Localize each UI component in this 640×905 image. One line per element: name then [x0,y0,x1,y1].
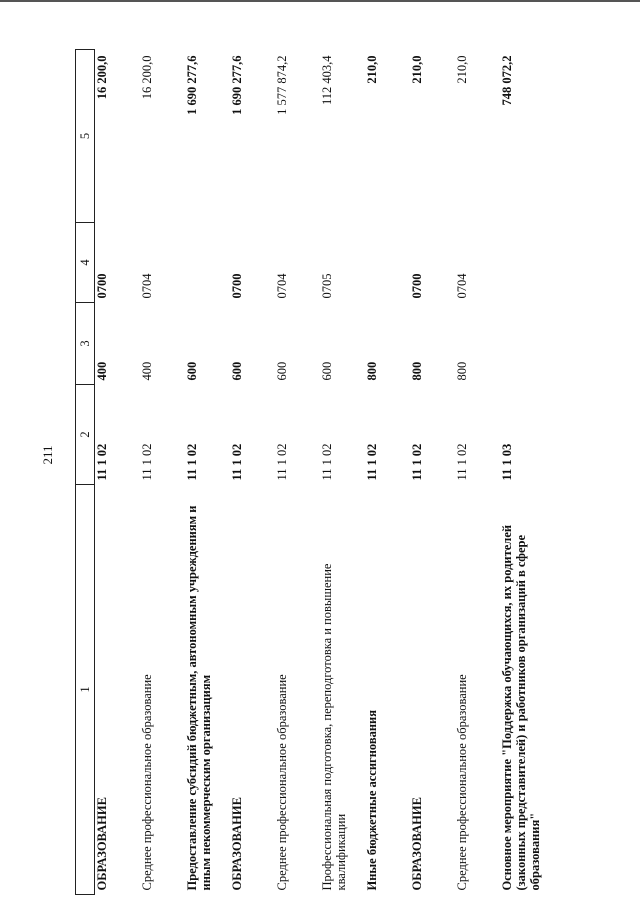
table-row [230,50,275,895]
row-section: 0700 [230,273,244,299]
row-name: Среднее профессиональное образование [275,674,289,891]
row-amount: 1 690 277,6 [230,55,244,115]
row-target-article: 11 1 02 [455,443,469,481]
table-header-row [76,50,95,895]
row-expense-type: 600 [185,361,199,381]
row-name: Основное мероприятие "Поддержка обучающихся, их родителей (законных представителей) и работников организаций в сфере образования" [500,524,542,891]
row-section: 0705 [320,273,334,299]
row-name: ОБРАЗОВАНИЕ [95,797,109,891]
table-row [410,50,455,895]
scan-edge [0,0,640,2]
row-section: 0700 [95,273,109,299]
row-expense-type: 600 [275,361,289,381]
row-section [500,223,570,303]
row-target-article: 11 1 02 [320,443,334,481]
row-expense-type: 400 [95,361,109,381]
table-body [95,50,571,895]
header-col-4: 4 [76,223,95,303]
table-row [185,50,230,895]
row-expense-type: 400 [140,361,154,381]
table-row [140,50,185,895]
row-target-article: 11 1 02 [185,443,199,481]
row-amount: 1 577 874,2 [275,55,289,115]
header-col-5: 5 [76,50,95,223]
row-expense-type: 600 [230,361,244,381]
row-name: ОБРАЗОВАНИЕ [410,797,424,891]
row-expense-type: 600 [320,361,334,381]
row-target-article: 11 1 03 [500,443,514,481]
row-amount: 748 072,2 [500,55,514,106]
row-amount: 1 690 277,6 [185,55,199,115]
row-amount: 112 403,4 [320,55,334,106]
header-col-1: 1 [76,485,95,895]
row-name: Среднее профессиональное образование [140,674,154,891]
row-amount: 210,0 [365,55,379,84]
table-row [275,50,320,895]
table-row [500,50,570,895]
header-col-2: 2 [76,385,95,485]
table-row [365,50,410,895]
row-amount: 210,0 [410,55,424,84]
row-expense-type: 800 [365,361,379,381]
row-target-article: 11 1 02 [140,443,154,481]
row-section: 0704 [140,273,154,299]
page-number: 211 [40,445,55,465]
row-target-article: 11 1 02 [230,443,244,481]
row-name: Предоставление субсидий бюджетным, автономным учреждениям и иным некоммерческим организациям [185,505,213,891]
budget-table-rotated [75,50,595,895]
row-target-article: 11 1 02 [365,443,379,481]
row-target-article: 11 1 02 [275,443,289,481]
row-target-article: 11 1 02 [95,443,109,481]
row-expense-type [500,303,570,385]
table-row [455,50,500,895]
header-col-3: 3 [76,303,95,385]
row-name: Иные бюджетные ассигнования [365,709,379,891]
row-name: Профессиональная подготовка, переподготовка и повышение квалификации [320,563,348,891]
row-expense-type: 800 [455,361,469,381]
row-name: ОБРАЗОВАНИЕ [230,797,244,891]
row-target-article: 11 1 02 [410,443,424,481]
row-section [185,223,230,303]
row-section [365,223,410,303]
row-amount: 210,0 [455,55,469,84]
row-section: 0700 [410,273,424,299]
row-expense-type: 800 [410,361,424,381]
table-row [95,50,141,895]
table-row [320,50,365,895]
row-name: Среднее профессиональное образование [455,674,469,891]
row-section: 0704 [275,273,289,299]
row-section: 0704 [455,273,469,299]
budget-table [75,49,570,895]
row-amount: 16 200,0 [140,55,154,100]
row-amount: 16 200,0 [95,55,109,100]
